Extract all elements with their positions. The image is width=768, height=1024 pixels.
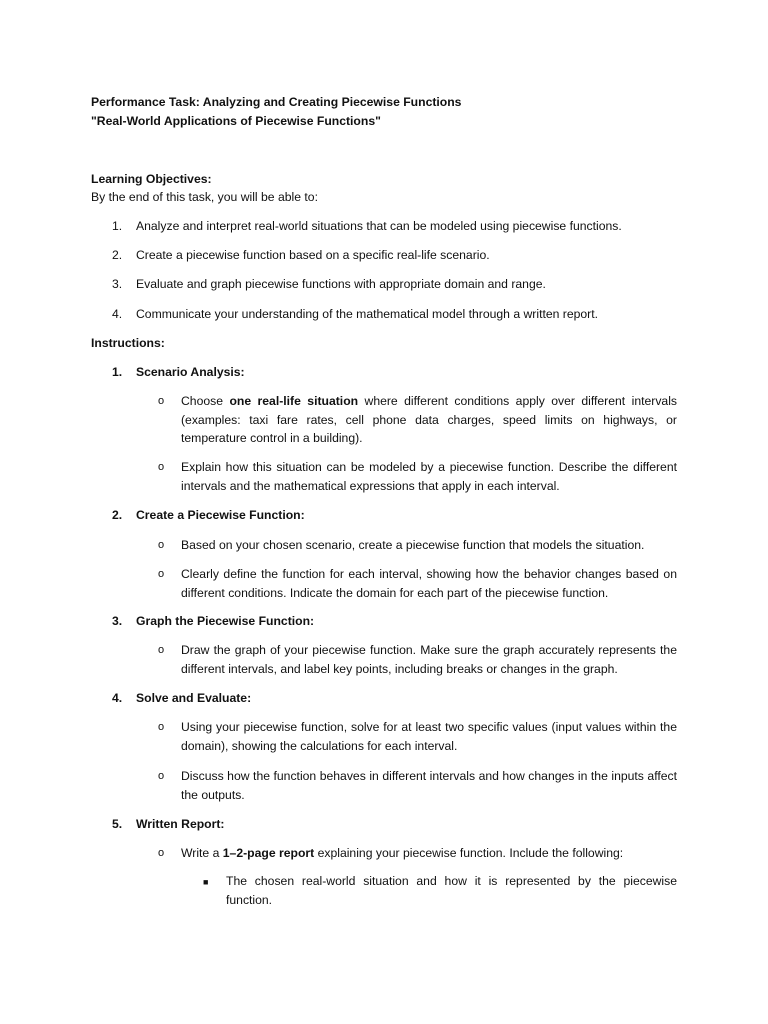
step-item: Based on your chosen scenario, create a piecewise function that models the situation.: [181, 538, 645, 552]
objective-item: Analyze and interpret real-world situations that can be modeled using piecewise functions.: [136, 219, 622, 233]
objective-number: 2.: [112, 248, 123, 262]
step-item: Explain how this situation can be modeled by a piecewise function. Describe the different intervals and the mathematical expressions that apply in each interval.: [181, 460, 677, 493]
objective-number: 3.: [112, 277, 123, 291]
step-item: Draw the graph of your piecewise function. Make sure the graph accurately represents the different intervals, and label key points, including breaks or changes in the graph.: [181, 643, 677, 676]
step-title: Scenario Analysis:: [136, 365, 245, 379]
circle-bullet-icon: o: [158, 568, 165, 580]
text-run: explaining your piecewise function. Include the following:: [314, 846, 624, 860]
step-number: 4.: [112, 691, 123, 705]
step-title: Solve and Evaluate:: [136, 691, 252, 705]
step-item: Discuss how the function behaves in different intervals and how changes in the inputs affect the outputs.: [181, 769, 677, 802]
step-item: Clearly define the function for each interval, showing how the behavior changes based on different conditions. Indicate the domain for each part of the piecewise function.: [181, 567, 677, 600]
circle-bullet-icon: o: [158, 539, 165, 551]
objective-item: Create a piecewise function based on a specific real-life scenario.: [136, 248, 490, 262]
step-title: Create a Piecewise Function:: [136, 508, 305, 522]
circle-bullet-icon: o: [158, 395, 165, 407]
step-title: Graph the Piecewise Function:: [136, 614, 315, 628]
objective-item: Communicate your understanding of the mathematical model through a written report.: [136, 307, 599, 321]
text-run: Choose: [181, 394, 230, 408]
step-number: 3.: [112, 614, 123, 628]
step-title: Written Report:: [136, 817, 225, 831]
objective-number: 4.: [112, 307, 123, 321]
step-subitem: The chosen real-world situation and how it is represented by the piecewise function.: [226, 874, 677, 907]
title-line-2: "Real-World Applications of Piecewise Functions": [91, 114, 381, 128]
step-number: 5.: [112, 817, 123, 831]
circle-bullet-icon: o: [158, 847, 165, 859]
square-bullet-icon: ■: [203, 877, 209, 887]
step-number: 2.: [112, 508, 123, 522]
title-line-1: Performance Task: Analyzing and Creating Piecewise Functions: [91, 95, 462, 109]
circle-bullet-icon: o: [158, 644, 165, 656]
objective-number: 1.: [112, 219, 123, 233]
objectives-heading: Learning Objectives:: [91, 172, 212, 186]
step-item: [181, 392, 677, 448]
circle-bullet-icon: o: [158, 770, 165, 782]
text-run: where different conditions apply over different intervals (examples: taxi fare rates, cell phone data charges, speed limits on highways, or temperature control in a building).: [181, 394, 677, 445]
bold-text: one real-life situation: [229, 394, 359, 408]
circle-bullet-icon: o: [158, 461, 165, 473]
objectives-intro: By the end of this task, you will be able to:: [91, 190, 318, 204]
bold-text: 1–2-page report: [222, 846, 315, 860]
instructions-heading: Instructions:: [91, 336, 165, 350]
objective-item: Evaluate and graph piecewise functions with appropriate domain and range.: [136, 277, 546, 291]
circle-bullet-icon: o: [158, 721, 165, 733]
step-number: 1.: [112, 365, 123, 379]
step-item: Using your piecewise function, solve for at least two specific values (input values within the domain), showing the calculations for each interval.: [181, 720, 677, 753]
step-item: [181, 844, 677, 863]
text-run: Write a: [181, 846, 223, 860]
